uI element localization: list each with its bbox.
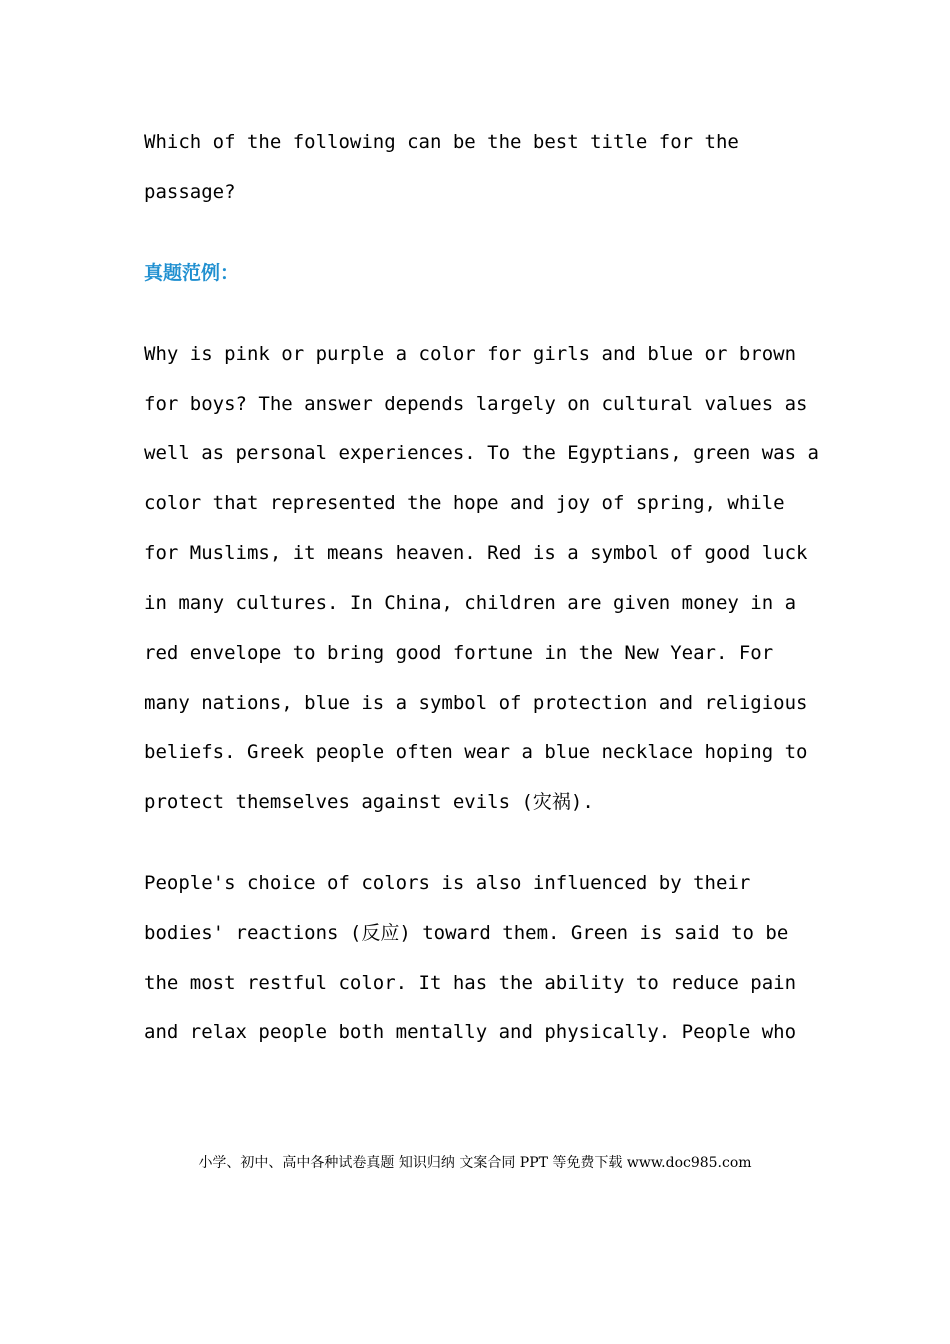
question-line: passage? (144, 181, 236, 203)
paragraph2-line: People's choice of colors is also influenced by their (144, 872, 751, 894)
question-line: Which of the following can be the best title for the (144, 131, 739, 153)
paragraph2-line: bodies' reactions (反应) toward them. Green is said to be (144, 922, 789, 944)
paragraph2-line: and relax people both mentally and physically. People who (144, 1021, 797, 1043)
paragraph2-line: the most restful color. It has the ability to reduce pain (144, 972, 797, 994)
paragraph1-line: protect themselves against evils (灾祸). (144, 791, 594, 813)
paragraph1-line: beliefs. Greek people often wear a blue necklace hoping to (144, 741, 808, 763)
paragraph1-line: for boys? The answer depends largely on cultural values as (144, 393, 808, 415)
paragraph1-line: many nations, blue is a symbol of protection and religious (144, 692, 808, 714)
paragraph1-line: for Muslims, it means heaven. Red is a symbol of good luck (144, 542, 808, 564)
section-heading: 真题范例： (144, 262, 240, 284)
paragraph1-line: color that represented the hope and joy of spring, while (144, 492, 785, 514)
paragraph1-line: in many cultures. In China, children are given money in a (144, 592, 797, 614)
paragraph1-line: well as personal experiences. To the Egyptians, green was a (144, 442, 819, 464)
paragraph1-line: red envelope to bring good fortune in the New Year. For (144, 642, 774, 664)
page-footer: 小学、初中、高中各种试卷真题 知识归纳 文案合同 PPT 等免费下载 www.doc985.com (198, 1155, 752, 1171)
paragraph1-line: Why is pink or purple a color for girls and blue or brown (144, 343, 797, 365)
